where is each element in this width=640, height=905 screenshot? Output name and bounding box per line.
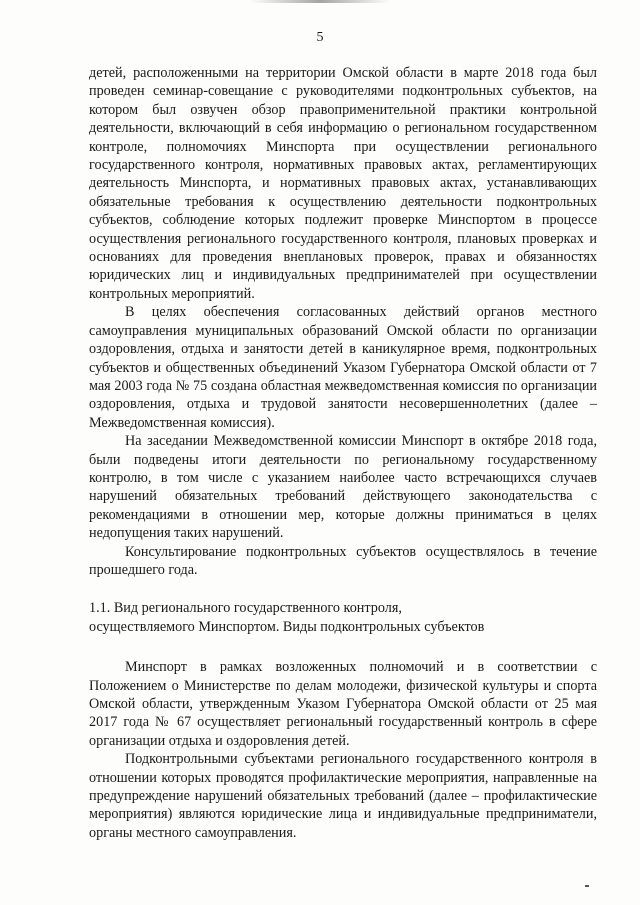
paragraph-continuation: детей, расположенными на территории Омской области в марте 2018 года был проведен семинар-совещание с руководителями подконтрольных субъектов, на котором был озвучен обзор правоприменительной практики контрольной деятельности, включающий в себя информацию о региональном государственном контроле, полномочиях Минспорта при осуществлении регионального государственного контроля, нормативных правовых актах, регламентирующих деятельность Минспорта, и нормативных правовых актах, устанавливающих обязательные требования к осуществлению деятельности подконтрольных субъектов, соблюдение которых подлежит проверке Минспортом в процессе осуществления регионального государственного контроля, плановых проверках и основаниях для проведения внеплановых проверок, правах и обязанностях юридических лиц и индивидуальных предпринимателей при осуществлении контрольных мероприятий. [89, 65, 597, 302]
paragraph-commission-meeting: На заседании Межведомственной комиссии Минспорт в октябре 2018 года, были подведены итоги деятельности по региональному государственному контролю, в том числе с указанием наиболее часто встречающихся случаев нарушений обязательных требований действующего законодательства с рекомендациями в отношении мер, которые должны приниматься в целях недопущения таких нарушений. [89, 433, 597, 542]
section-heading-line-2: осуществляемого Минспортом. Виды подконтрольных субъектов [89, 618, 485, 635]
page-number: 5 [316, 30, 324, 45]
section-heading [89, 599, 597, 636]
section-heading-line-1: 1.1. Вид регионального государственного контроля, [89, 600, 402, 617]
paragraph-minsport-control: Минспорт в рамках возложенных полномочий и в соответствии с Положением о Министерстве по делам молодежи, физической культуры и спорта Омской области, утвержденным Указом Губернатора Омской области от 25 мая 2017 года № 67 осуществляет региональный государственный контроль в сфере организации отдыха и оздоровления детей. [89, 659, 597, 749]
scan-artifact-dot [585, 885, 589, 887]
document-body [89, 64, 597, 842]
spacer [89, 579, 597, 599]
paragraph-consulting: Консультирование подконтрольных субъектов осуществлялось в течение прошедшего года. [89, 543, 597, 578]
paragraph-controlled-subjects: Подконтрольными субъектами регионального государственного контроля в отношении которых проводятся профилактические мероприятия, направленные на предупреждение нарушений обязательных требований (далее – профилактические мероприятия) являются юридические лица и индивидуальные предприниматели, органы местного самоуправления. [89, 751, 597, 841]
spacer [89, 636, 597, 658]
scan-artifact-top [250, 0, 390, 3]
paragraph-interagency-commission: В целях обеспечения согласованных действий органов местного самоуправления муниципальных образований Омской области по организации оздоровления, отдыха и занятости детей в каникулярное время, подконтрольных субъектов и общественных объединений Указом Губернатора Омской области от 7 мая 2003 года № 75 создана областная межведомственная комиссия по организации оздоровления, отдыха и трудовой занятости несовершеннолетних (далее – Межведомственная комиссия). [89, 304, 597, 431]
